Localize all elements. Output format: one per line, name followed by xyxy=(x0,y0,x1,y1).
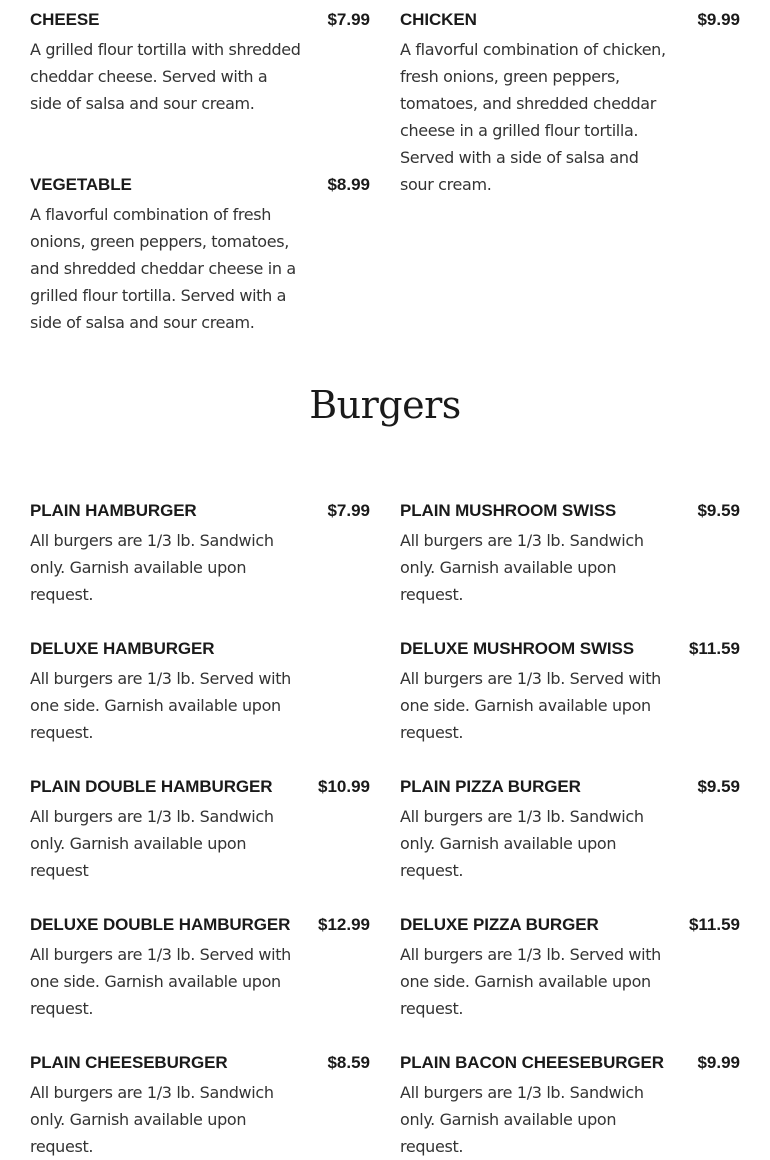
item-name: PLAIN CHEESEBURGER xyxy=(30,1053,228,1072)
item-description: All burgers are 1/3 lb. Sandwich only. Garnish available upon request. xyxy=(400,1083,644,1156)
item-name: DELUXE HAMBURGER xyxy=(30,639,215,658)
item-description: All burgers are 1/3 lb. Served with one side. Garnish available upon request. xyxy=(30,945,291,1018)
item-price: $11.59 xyxy=(688,915,740,934)
item-name: CHEESE xyxy=(30,10,100,29)
item-name: PLAIN HAMBURGER xyxy=(30,501,197,520)
item-price: $9.59 xyxy=(697,501,740,520)
item-name: PLAIN PIZZA BURGER xyxy=(400,777,581,796)
item-name: VEGETABLE xyxy=(30,175,132,194)
item-description: A flavorful combination of fresh onions, green peppers, tomatoes, and shredded cheddar cheese in a grilled flour tortilla. Served with a side of salsa and sour cream. xyxy=(30,205,296,332)
item-price: $10.99 xyxy=(318,777,370,796)
item-name: DELUXE MUSHROOM SWISS xyxy=(400,639,635,658)
item-description: All burgers are 1/3 lb. Sandwich only. Garnish available upon request. xyxy=(400,807,644,880)
item-name: PLAIN BACON CHEESEBURGER xyxy=(400,1053,664,1072)
item-name: CHICKEN xyxy=(400,10,477,29)
item-description: All burgers are 1/3 lb. Served with one side. Garnish available upon request. xyxy=(400,945,661,1018)
item-price: $8.99 xyxy=(327,175,370,194)
item-description: All burgers are 1/3 lb. Sandwich only. Garnish available upon request. xyxy=(30,1083,274,1156)
item-name: PLAIN MUSHROOM SWISS xyxy=(400,501,617,520)
item-description: All burgers are 1/3 lb. Sandwich only. Garnish available upon request. xyxy=(400,531,644,604)
item-description: A grilled flour tortilla with shredded cheddar cheese. Served with a side of salsa and sour cream. xyxy=(30,40,301,113)
item-price: $7.99 xyxy=(327,10,370,29)
item-description: All burgers are 1/3 lb. Sandwich only. Garnish available upon request. xyxy=(30,531,274,604)
item-description: All burgers are 1/3 lb. Served with one side. Garnish available upon request. xyxy=(30,669,291,742)
item-price: $11.59 xyxy=(688,639,740,658)
item-description: A flavorful combination of chicken, fresh onions, green peppers, tomatoes, and shredded cheddar cheese in a grilled flour tortilla. Served with a side of salsa and sour cream. xyxy=(400,40,666,194)
item-name: DELUXE DOUBLE HAMBURGER xyxy=(30,915,291,934)
item-price: $7.99 xyxy=(327,501,370,520)
item-price: $9.99 xyxy=(697,1053,740,1072)
item-description: All burgers are 1/3 lb. Sandwich only. Garnish available upon request xyxy=(30,807,274,880)
item-price: $12.99 xyxy=(318,915,370,934)
item-price: $8.59 xyxy=(327,1053,370,1072)
section-title-burgers: Burgers xyxy=(309,383,461,427)
item-name: DELUXE PIZZA BURGER xyxy=(400,915,599,934)
item-price: $9.59 xyxy=(697,777,740,796)
item-description: All burgers are 1/3 lb. Served with one side. Garnish available upon request. xyxy=(400,669,661,742)
item-name: PLAIN DOUBLE HAMBURGER xyxy=(30,777,273,796)
item-price: $9.99 xyxy=(697,10,740,29)
